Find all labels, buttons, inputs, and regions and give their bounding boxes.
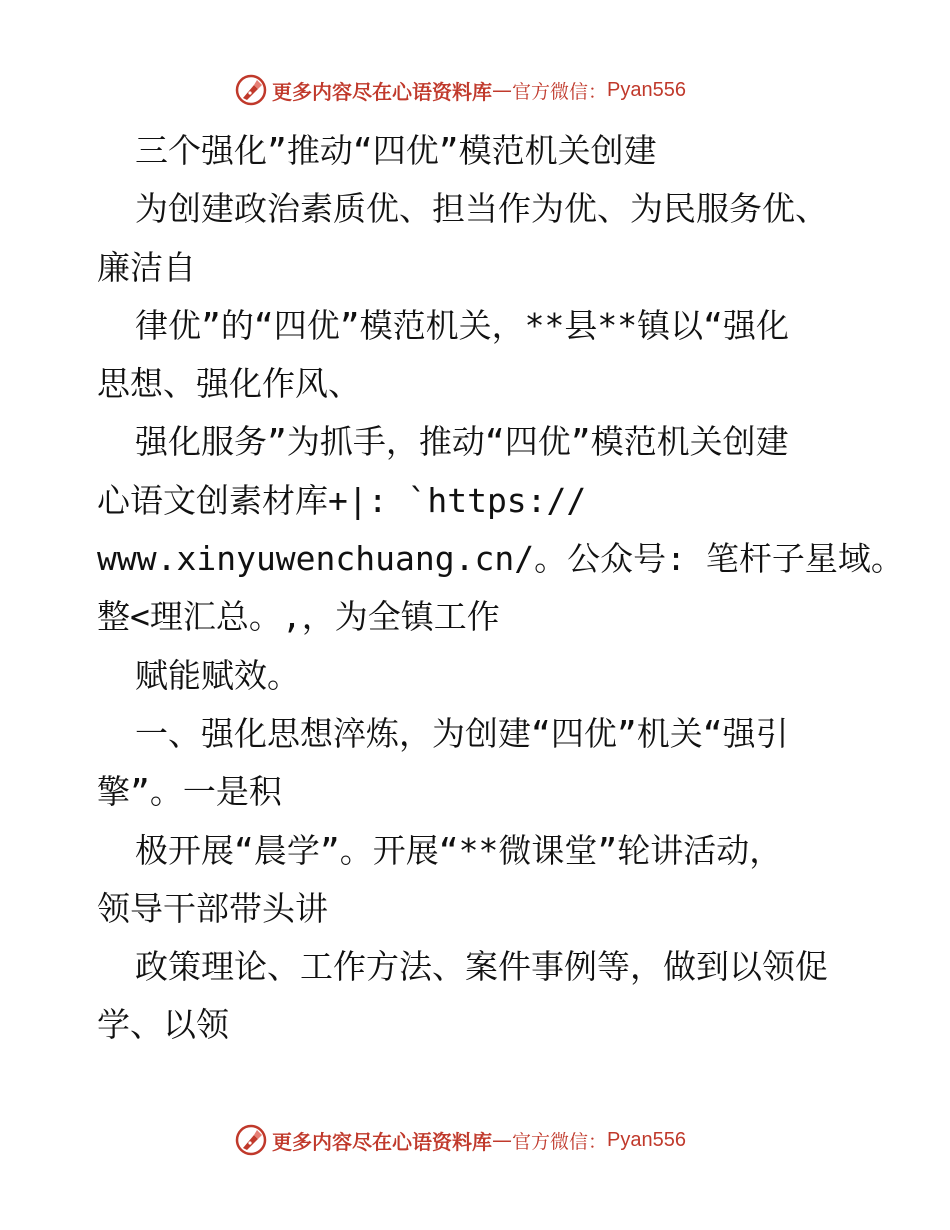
- watermark-dash: —: [492, 78, 512, 102]
- text-line: 为创建政治素质优、担当作为优、为民服务优、: [135, 189, 828, 229]
- text-line: 领导干部带头讲: [97, 888, 328, 928]
- text-line: 极开展“晨学”。开展“**微课堂”轮讲活动，: [135, 830, 783, 870]
- text-line: 整<理汇总。,，为全镇工作: [97, 597, 500, 637]
- text-line: 擎”。一是积: [97, 772, 282, 812]
- watermark-wechat-label: 官方微信：: [512, 1130, 608, 1153]
- header-watermark: [234, 72, 686, 108]
- text-line: 政策理论、工作方法、案件事例等，做到以领促: [135, 947, 828, 987]
- pen-nib-logo-icon: [234, 73, 268, 107]
- text-line: 学、以领: [97, 1005, 229, 1045]
- watermark-wechat-id: Pyan556: [607, 1128, 686, 1151]
- document-body: [97, 122, 904, 1055]
- text-line: 律优”的“四优”模范机关，**县**镇以“强化: [135, 305, 789, 345]
- watermark-main-text: 更多内容尽在心语资料库: [272, 1129, 492, 1154]
- text-line: 心语文创素材库+|: `https://: [97, 480, 587, 520]
- pen-nib-logo-icon: [234, 1123, 268, 1157]
- text-line: 一、强化思想淬炼，为创建“四优”机关“强引: [135, 713, 789, 753]
- watermark-main-text: 更多内容尽在心语资料库: [272, 79, 492, 104]
- text-line: 廉洁自: [97, 247, 196, 287]
- watermark-wechat-label: 官方微信：: [512, 80, 608, 103]
- text-line: 思想、强化作风、: [97, 364, 361, 404]
- footer-watermark: [234, 1122, 686, 1158]
- watermark-wechat-id: Pyan556: [607, 78, 686, 101]
- text-line: www.xinyuwenchuang.cn/。公众号: 笔杆子星域。: [97, 539, 904, 579]
- text-line: 强化服务”为抓手，推动“四优”模范机关创建: [135, 422, 789, 462]
- text-line: 赋能赋效。: [135, 655, 300, 695]
- watermark-dash: —: [492, 1128, 512, 1152]
- text-line: 三个强化”推动“四优”模范机关创建: [135, 131, 657, 170]
